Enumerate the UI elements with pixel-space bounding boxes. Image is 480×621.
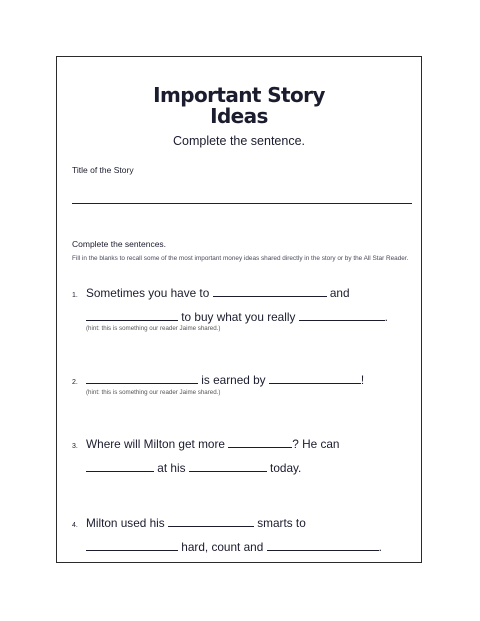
question-text: Milton used his bbox=[86, 516, 165, 530]
answer-blank[interactable] bbox=[267, 540, 379, 551]
answer-blank[interactable] bbox=[86, 310, 178, 321]
question-text: Sometimes you have to bbox=[86, 286, 210, 300]
question-2-line-1 bbox=[86, 373, 364, 387]
answer-blank[interactable] bbox=[86, 461, 154, 472]
question-1-hint: (hint: this is something our reader Jaime shared.) bbox=[86, 325, 221, 332]
question-number: 2. bbox=[72, 379, 78, 386]
question-text: ! bbox=[360, 373, 365, 387]
answer-blank[interactable] bbox=[299, 310, 385, 321]
question-number: 1. bbox=[72, 292, 78, 299]
question-text: is earned by bbox=[201, 373, 266, 387]
worksheet-title-line-1: Important Story bbox=[153, 83, 325, 107]
question-text: and bbox=[329, 286, 350, 300]
answer-blank[interactable] bbox=[228, 437, 292, 448]
question-number: 3. bbox=[72, 443, 78, 450]
story-title-answer-line[interactable] bbox=[72, 203, 412, 204]
question-3-line-2 bbox=[86, 461, 301, 475]
question-number: 4. bbox=[72, 522, 78, 529]
question-text: to buy what you really bbox=[181, 310, 296, 324]
question-text: . bbox=[384, 310, 388, 324]
question-text: . bbox=[378, 540, 382, 554]
story-title-label: Title of the Story bbox=[72, 165, 134, 175]
worksheet-subtitle: Complete the sentence. bbox=[172, 134, 306, 148]
question-4-line-2 bbox=[86, 540, 382, 554]
question-text: hard, count and bbox=[181, 540, 264, 554]
section-heading: Complete the sentences. bbox=[72, 239, 167, 249]
question-text: today. bbox=[270, 461, 302, 475]
answer-blank[interactable] bbox=[213, 286, 327, 297]
answer-blank[interactable] bbox=[86, 373, 198, 384]
worksheet-title-line-2: Ideas bbox=[210, 104, 268, 128]
question-1-line-2 bbox=[86, 310, 388, 324]
worksheet bbox=[56, 56, 422, 563]
question-text: Where will Milton get more bbox=[86, 437, 225, 451]
question-1-line-1 bbox=[86, 286, 350, 300]
answer-blank[interactable] bbox=[168, 516, 254, 527]
question-3-line-1 bbox=[86, 437, 339, 451]
answer-blank[interactable] bbox=[269, 373, 361, 384]
question-text: smarts to bbox=[257, 516, 306, 530]
question-4-line-1 bbox=[86, 516, 306, 530]
question-text: at his bbox=[157, 461, 186, 475]
answer-blank[interactable] bbox=[189, 461, 267, 472]
instructions-text: Fill in the blanks to recall some of the most important money ideas shared directly in the story or by the All Star Reader. bbox=[72, 255, 409, 262]
question-text: ? He can bbox=[292, 437, 340, 451]
answer-blank[interactable] bbox=[86, 540, 178, 551]
question-2-hint: (hint: this is something our reader Jaime shared.) bbox=[86, 389, 221, 396]
